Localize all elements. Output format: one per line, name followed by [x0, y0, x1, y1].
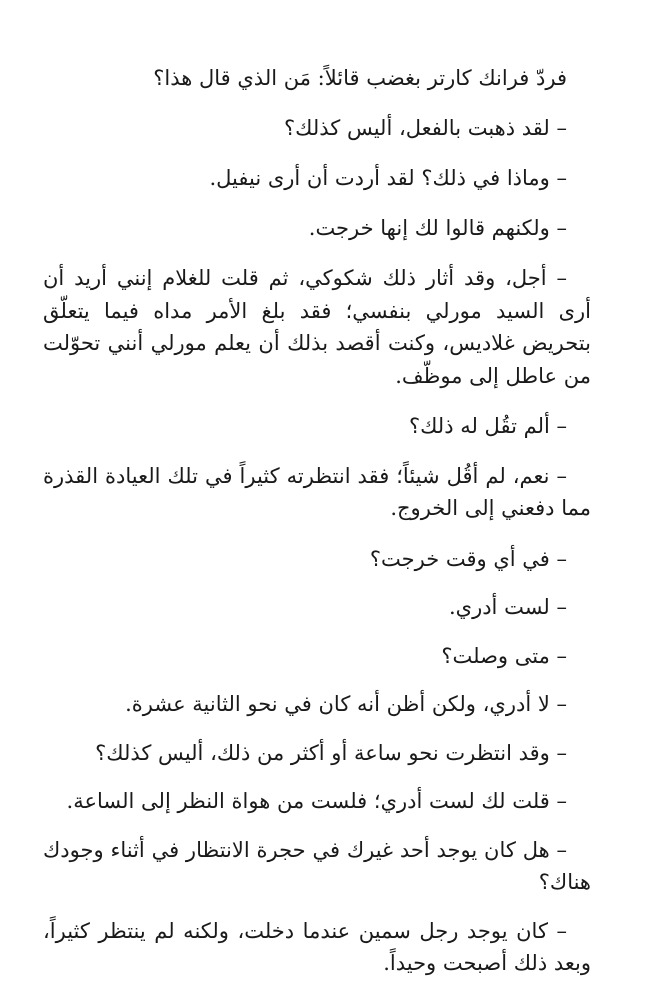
- paragraph-12: – وقد انتظرت نحو ساعة أو أكثر من ذلك، أليس كذلك؟: [95, 740, 567, 765]
- paragraph-10: – متى وصلت؟: [441, 643, 567, 668]
- paragraph-3: – وماذا في ذلك؟ لقد أردت أن أرى نيفيل.: [209, 166, 567, 191]
- paragraph-7: – نعم، لم أقُل شيئاً؛ فقد انتظرته كثيراً في تلك العيادة القذرة مما دفعني إلى الخروج.: [43, 463, 591, 521]
- paragraph-5: – أجل، وقد أثار ذلك شكوكي، ثم قلت للغلام إنني أريد أن أرى السيد مورلي بنفسي؛ فقد بلغ الأمر مداه فيما يتعلّق بتحريض غلاديس، وكنت أقصد بذلك أن يعلم مورلي أنني تحوّلت من عاطل إلى موظّف.: [43, 266, 591, 388]
- book-page: [43, 62, 591, 996]
- paragraph-4: – ولكنهم قالوا لك إنها خرجت.: [308, 216, 567, 241]
- paragraph-6: – ألم تقُل له ذلك؟: [408, 413, 567, 438]
- paragraph-1: فردّ فرانك كارتر بغضب قائلاً: مَن الذي قال هذا؟: [153, 66, 567, 90]
- paragraph-8: – في أي وقت خرجت؟: [369, 546, 567, 571]
- paragraph-14: – هل كان يوجد أحد غيرك في حجرة الانتظار في أثناء وجودك هناك؟: [43, 837, 591, 895]
- paragraph-9: – لست أدري.: [448, 595, 567, 620]
- paragraph-13: – قلت لك لست أدري؛ فلست من هواة النظر إلى الساعة.: [66, 789, 567, 814]
- paragraph-2: – لقد ذهبت بالفعل، أليس كذلك؟: [284, 116, 567, 141]
- paragraph-15: – كان يوجد رجل سمين عندما دخلت، ولكنه لم ينتظر كثيراً، وبعد ذلك أصبحت وحيداً.: [43, 918, 591, 976]
- paragraph-11: – لا أدري، ولكن أظن أنه كان في نحو الثانية عشرة.: [125, 692, 567, 717]
